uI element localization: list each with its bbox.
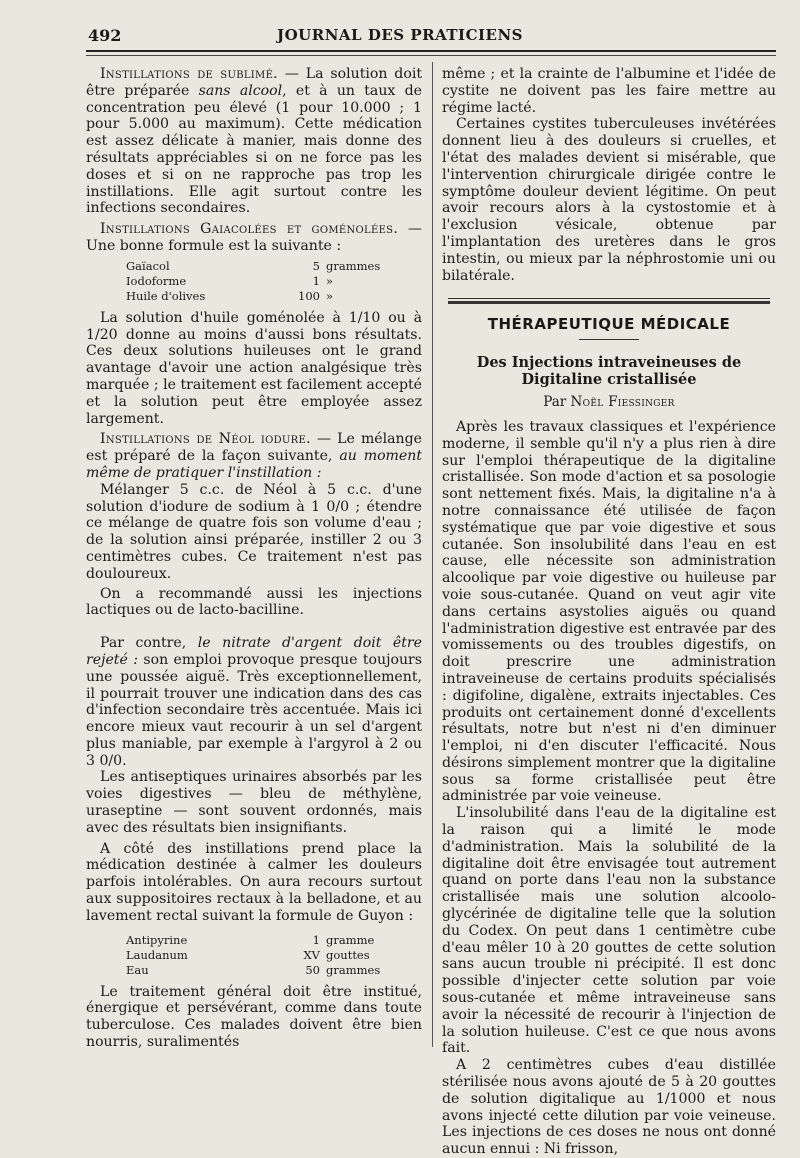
paragraph-continuation: même ; et la crainte de l'albumine et l'idée de cystite ne doivent pas les faire mettre au régime lacté. <box>442 66 776 116</box>
formula-guyon <box>126 933 380 978</box>
paragraph-injections: A 2 centimètres cubes d'eau distillée stérilisée nous avons ajouté de 5 à 20 gouttes de solution digitalique au 1/1000 et nous avons injecté cette dilution par voie veineuse. Les injections de ces doses ne nous ont donné aucun ennui : Ni frisson, <box>442 1057 776 1158</box>
formula-gaiacol <box>126 259 380 304</box>
paragraph-sublime: Instillations de sublimé. — La solution doit être préparée sans alcool, et à un taux de concentration peu élevé (1 pour 10.000 ; 1 pour 5.000 au maximum). Cette médication est assez délicate à manier, mais donne des résultats appréciables si on ne force pas les doses et si on ne rapproche pas trop les instillations. Elle agit surtout contre les infections secondaires. <box>86 66 422 217</box>
paragraph-melange: Mélanger 5 c.c. de Néol à 5 c.c. d'une solution d'iodure de sodium à 1 0/0 ; étendre ce mélange de quatre fois son volume d'eau ; de la solution ainsi préparée, instiller 2 ou 3 centimètres cubes. Ce traitement n'est pas douloureux. <box>86 481 422 582</box>
column-divider <box>432 62 433 1047</box>
paragraph-douleurs: A côté des instillations prend place la médication destinée à calmer les douleurs parfois intolérables. On aura recours surtout aux suppositoires rectaux à la belladone, et au lavement rectal suivant la formule de Guyon : <box>86 840 422 924</box>
formula-row: Gaïacol 5 grammes <box>126 258 381 273</box>
formula-row: Laudanum XV gouttes <box>126 947 370 962</box>
paragraph-neol: Instillations de Néol iodure. — Le mélange est préparé de la façon suivante, au moment même de pratiquer l'instillation : <box>86 431 423 481</box>
paragraph-gomenol: La solution d'huile goménolée à 1/10 ou à 1/20 donne au moins d'aussi bons résultats. Ces deux solutions huileuses ont le grand avantage d'avoir une action analgésique très marquée ; le traitement est facilement accepté et la solution peut être employée assez largement. <box>86 309 422 427</box>
section-title: THÉRAPEUTIQUE MÉDICALE <box>487 315 731 334</box>
header-rule-thin <box>86 55 776 56</box>
section-label-neol: Instillations de Néol iodure. <box>100 431 311 448</box>
section-label-gaiacol: Instillations Gaiacolées et goménolées. <box>100 221 399 238</box>
paragraph-intro-digitaline: Après les travaux classiques et l'expérience moderne, il semble qu'il n'y a plus rien à dire sur l'emploi thérapeutique de la digitaline cristallisée. Son mode d'action et sa posologie sont nettement fixés. Mais, la digitaline n'a à notre connaissance été utilisée de façon systématique que par voie digestive et sous cutanée. Son insolubilité dans l'eau en est cause, elle nécessite son administration alcoolique par voie digestive ou huileuse par voie sous-cutanée. Quand on veut agir vite dans certains asystolies aiguës ou quand l'administration digestive est entravée par des vomissements ou des troubles digestifs, on doit prescrire une administration intraveineuse de certains produits spécialisés : digifoline, digalène, extraits injectables. Ces produits ont certainement donné d'excellents résultats, notre but n'est ni d'en diminuer l'emploi, ni d'en discuter l'efficacité. Nous désirons simplement montrer que la digitaline sous sa forme cristallisée peut être administrée par voie veineuse. <box>442 418 776 805</box>
journal-title: JOURNAL DES PRATICIENS <box>277 26 523 44</box>
paragraph-insolubilite: L'insolubilité dans l'eau de la digitaline est la raison qui a limité le mode d'administration. Mais la solubilité de la digitaline doit être envisagée tout autrement quand on porte dans l'eau non la substance cristallisée mais une solution alcoolo-glycérinée de digitaline telle que la solution du Codex. On peut dans 1 centimètre cube d'eau mêler 10 à 20 gouttes de cette solution sans aucun trouble ni précipité. Il est donc possible d'injecter cette solution par voie sous-cutanée et même intraveineuse sans avoir la nécessité de recourir à l'injection de la solution huileuse. C'est ce que nous avons fait. <box>442 805 776 1057</box>
left-column <box>86 66 422 1051</box>
page-number: 492 <box>88 26 122 45</box>
formula-row: Iodoforme 1 » <box>126 273 334 288</box>
paragraph-chirurgie: Certaines cystites tuberculeuses invétérées donnent lieu à des douleurs si cruelles, et l'état des malades devient si misérable, que l'intervention chirurgicale dirigée contre le symptôme douleur devient légitime. On peut avoir recours alors à la cystostomie et à l'exclusion vésicale, obtenue par l'implantation des uretères dans le gros intestin, ou mieux par la néphrostomie uni ou bilatérale. <box>442 116 776 284</box>
article-title: Des Injections intraveineuses de Digitaline cristallisée <box>476 354 742 389</box>
section-rule-thick <box>448 301 770 304</box>
paragraph-gaiacol: Instillations Gaiacolées et goménolées. — Une bonne formule est la suivante : <box>86 221 422 254</box>
right-column <box>442 66 776 1158</box>
formula-row: Eau 50 grammes <box>126 962 381 977</box>
article-author: Par Noël Fiessinger <box>543 394 675 411</box>
section-rule-thin <box>448 298 770 299</box>
paragraph-traitement-general: Le traitement général doit être institué, énergique et persévérant, comme dans toute tuberculose. Ces malades doivent être bien nourris, suralimentés <box>86 983 422 1051</box>
paragraph-nitrate: Par contre, le nitrate d'argent doit être rejeté : son emploi provoque presque toujours une poussée aiguë. Très exceptionnellement, il pourrait trouver une indication dans des cas d'infection secondaire très accentuée. Mais ici encore mieux vaut recourir à un sel d'argent plus maniable, par exemple à l'argyrol à 2 ou 3 0/0. <box>86 635 423 769</box>
formula-row: Antipyrine 1 gramme <box>126 932 375 947</box>
paragraph-gap <box>86 619 422 635</box>
paragraph-lactiques: On a recommandé aussi les injections lactiques ou de lacto-bacilline. <box>86 585 422 619</box>
paragraph-antiseptiques: Les antiseptiques urinaires absorbés par les voies digestives — bleu de méthylène, uraseptine — sont souvent ordonnés, mais avec des résultats bien insignifiants. <box>86 769 422 836</box>
header-rule <box>86 50 776 52</box>
formula-row: Huile d'olives 100 » <box>126 288 334 303</box>
section-label-sublime: Instillations de sublimé. <box>100 66 278 82</box>
section-title-underline <box>579 339 639 340</box>
